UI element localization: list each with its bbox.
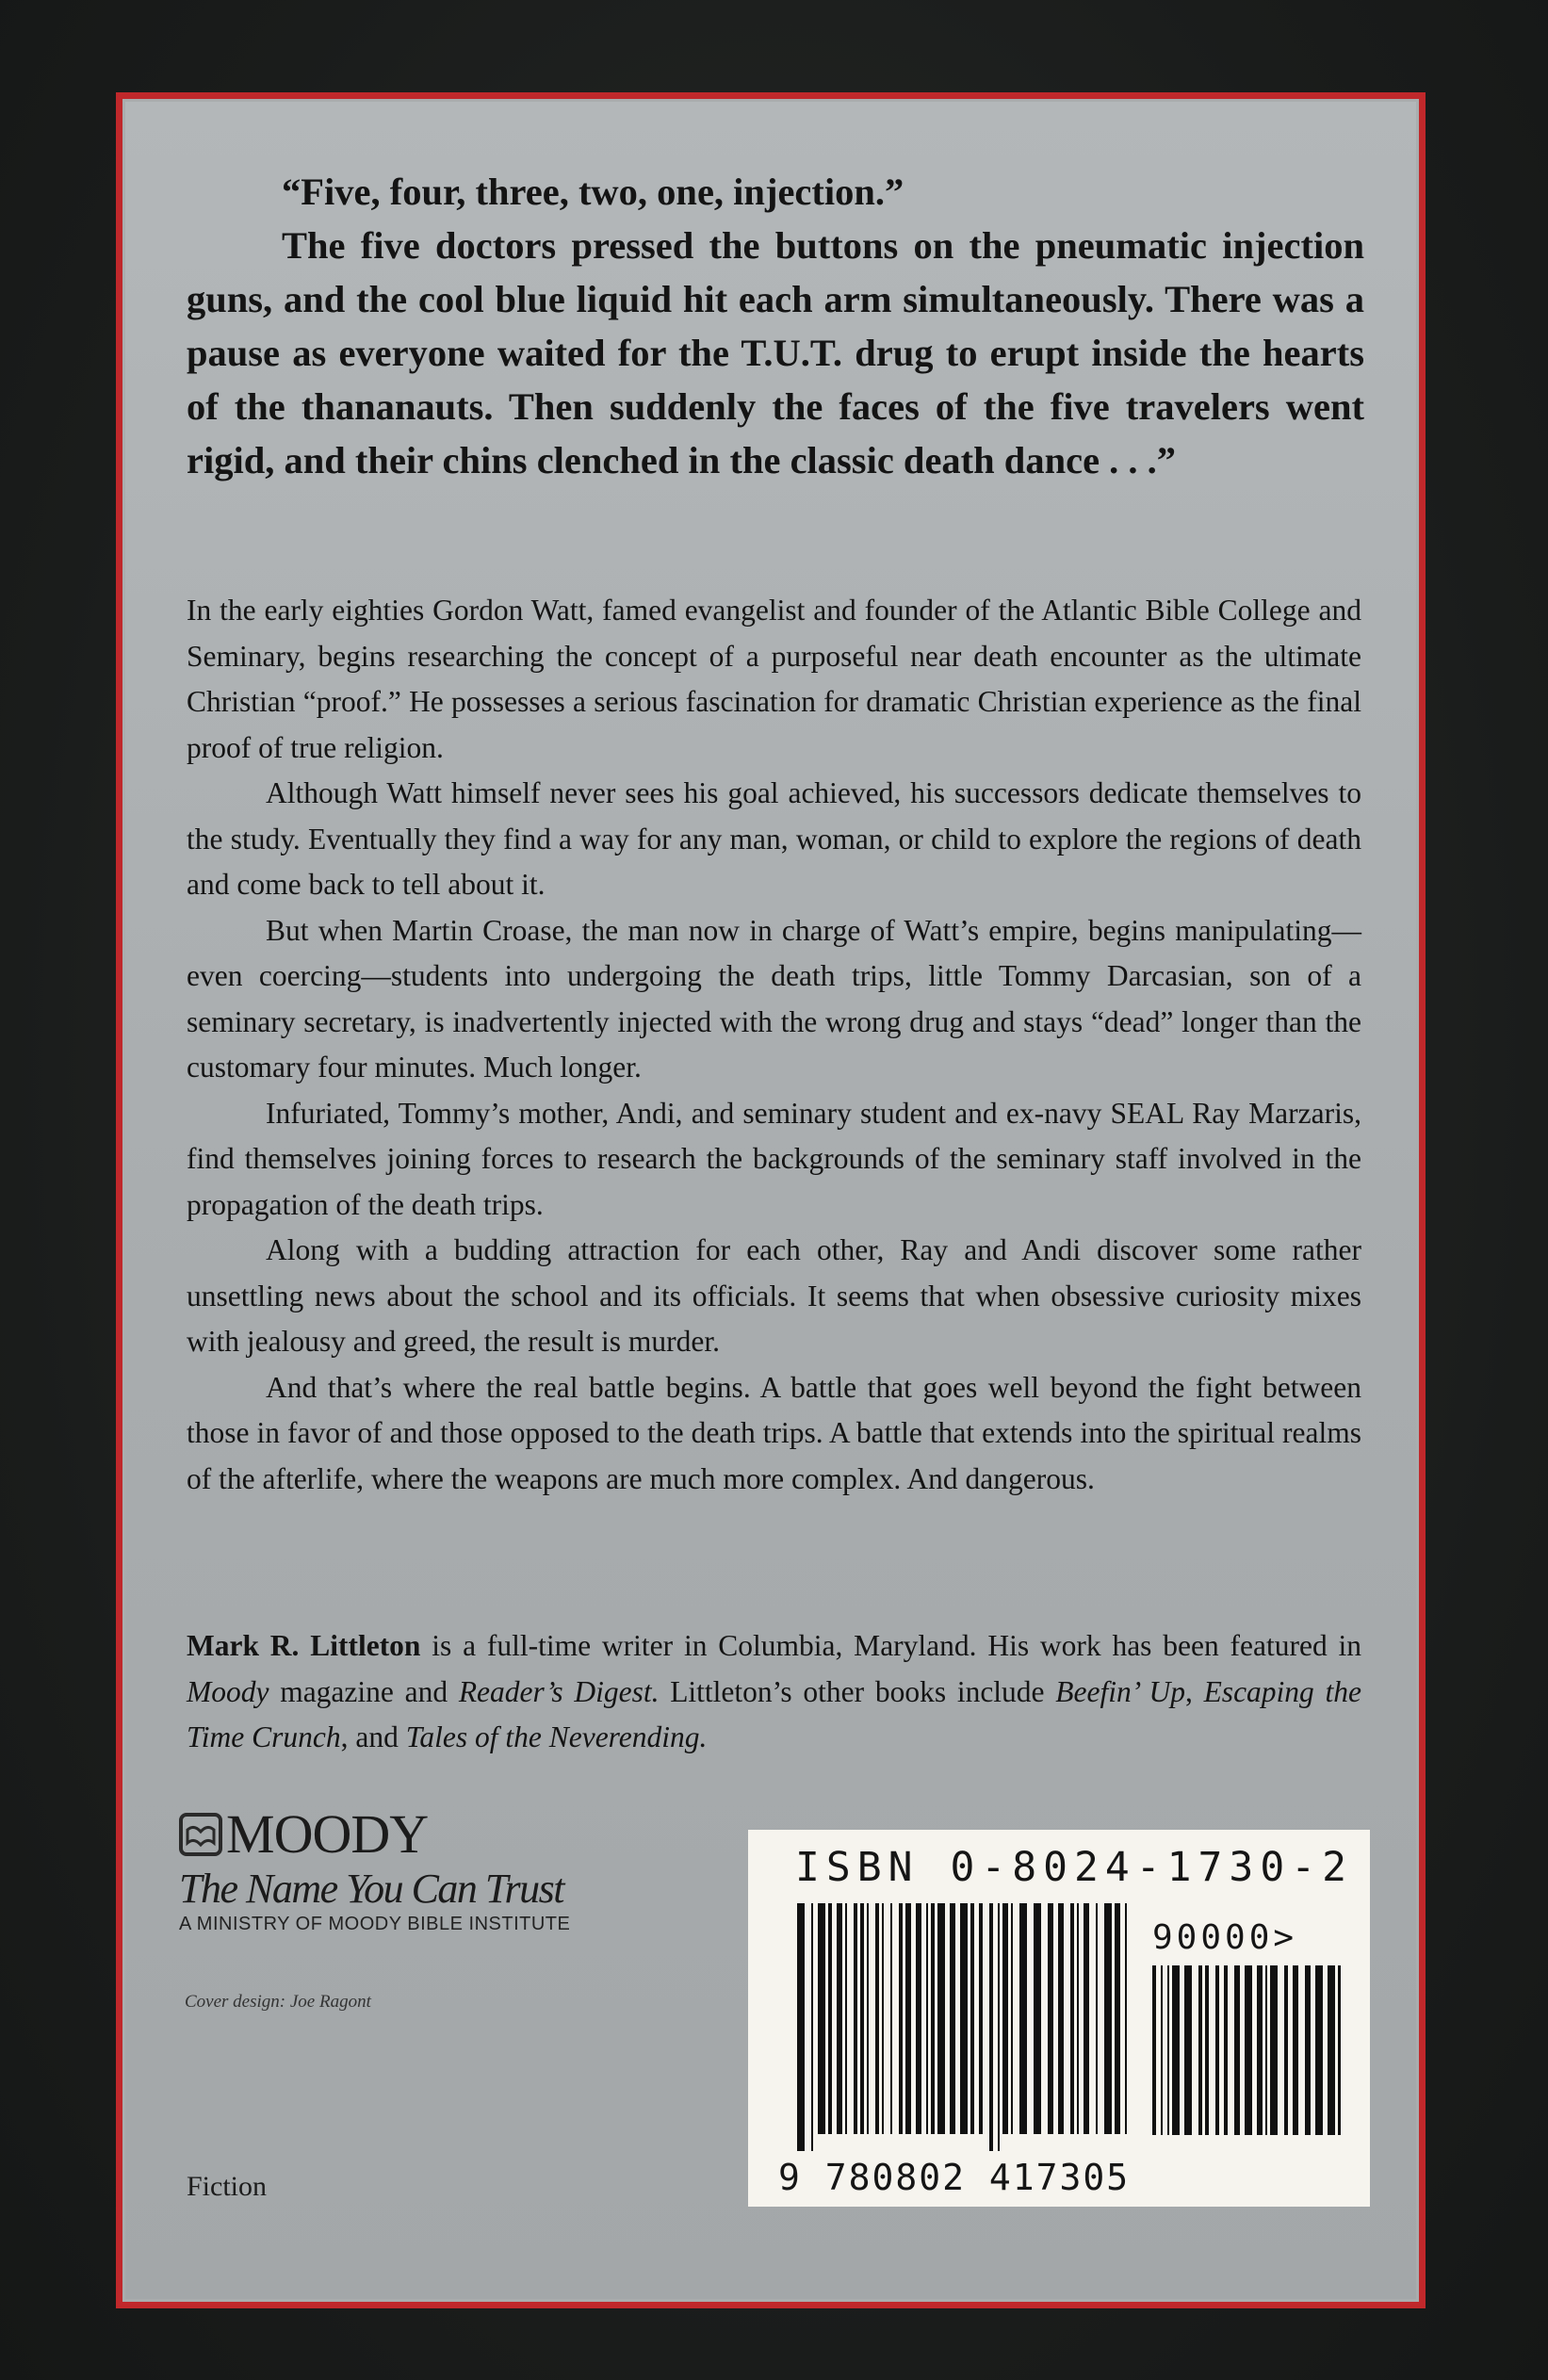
barcode-bar — [811, 1903, 813, 2151]
barcode-bar — [837, 1903, 842, 2134]
barcode-bar — [1125, 1903, 1127, 2134]
genre-label: Fiction — [187, 2171, 268, 2202]
barcode-bar — [828, 1903, 832, 2134]
cover-design-credit: Cover design: Joe Ragont — [185, 1992, 371, 2012]
barcode-bar — [1070, 1903, 1074, 2134]
book-title: Tales of the Neverending. — [405, 1720, 708, 1753]
publisher-logo-block — [179, 1803, 594, 1935]
barcode-bar — [979, 1903, 983, 2134]
barcode-bar — [1205, 1965, 1209, 2135]
book-title: Escaping the Time Crunch — [187, 1674, 1361, 1753]
barcode-bar — [854, 1903, 857, 2134]
synopsis — [187, 588, 1361, 1502]
barcode-bar — [1257, 1965, 1263, 2135]
barcode-bar — [1265, 1965, 1267, 2135]
barcode-bar — [882, 1903, 884, 2134]
bio-text: is a full-time writer in Columbia, Maryland. His work has been featured in — [420, 1629, 1361, 1662]
publisher-tagline: The Name You Can Trust — [179, 1866, 563, 1912]
synopsis-paragraph: Along with a budding attraction for each other, Ray and Andi discover some rather unsettling news about the school and its officials. It seems that when obsessive curiosity mixes with jealousy and greed, the result is murder. — [187, 1233, 1361, 1358]
barcode-bar — [926, 1903, 928, 2134]
barcode-bar — [1215, 1965, 1219, 2135]
bio-text: , — [1184, 1674, 1204, 1708]
barcode-bar — [931, 1903, 935, 2134]
synopsis-paragraph: Infuriated, Tommy’s mother, Andi, and seminary student and ex-navy SEAL Ray Marzaris, find themselves joining forces to research the backgrounds of the seminary staff involved in the propagation of the death trips. — [187, 1096, 1361, 1221]
barcode-bar — [1084, 1903, 1089, 2134]
excerpt-paragraph: The five doctors pressed the buttons on the pneumatic injection guns, and the cool blue liquid hit each arm simultaneously. There was a pause as everyone waited for the T.U.T. drug to erupt inside the hearts of the thananauts. Then suddenly the faces of the five travelers went rigid, and their chins clenched in the classic death dance . . .” — [187, 224, 1364, 481]
barcode-bar — [1058, 1903, 1064, 2134]
barcode-bar — [1048, 1903, 1053, 2134]
book-title: Beefin’ Up — [1055, 1674, 1185, 1708]
barcode-bar — [1011, 1903, 1013, 2134]
publisher-ministry: A MINISTRY OF MOODY BIBLE INSTITUTE — [179, 1914, 571, 1934]
barcode-bar — [998, 1903, 1000, 2151]
barcode-bar — [1293, 1965, 1298, 2135]
publisher-name: MOODY — [226, 1803, 429, 1865]
barcode-bar — [1002, 1903, 1008, 2134]
barcode-bar — [1234, 1965, 1240, 2135]
barcode-bar — [1161, 1965, 1163, 2135]
barcode-bar — [1224, 1965, 1228, 2135]
barcode-bar — [1096, 1903, 1098, 2134]
barcode-bar — [1245, 1965, 1252, 2135]
excerpt-blurb — [187, 165, 1364, 487]
barcode-bar — [845, 1903, 847, 2134]
barcode-bar — [1198, 1965, 1202, 2135]
excerpt-line-1: “Five, four, three, two, one, injection.” — [282, 171, 904, 213]
synopsis-paragraph: But when Martin Croase, the man now in charge of Watt’s empire, begins manipulating—even coercing—students into undergoing the death trips, little Tommy Darcasian, son of a seminary secretary, is inadvertently injected with the wrong drug and stays “dead” longer than the customary four minutes. Much longer. — [187, 913, 1361, 1084]
barcode-bar — [937, 1903, 945, 2134]
barcode-bar — [1328, 1965, 1335, 2135]
bio-text: Littleton’s other books include — [659, 1674, 1056, 1708]
magazine-title: Moody — [187, 1674, 269, 1708]
barcode-bar — [1338, 1965, 1341, 2135]
bio-text: , and — [340, 1720, 406, 1753]
barcode-bar — [1115, 1903, 1120, 2134]
barcode-bar — [989, 1903, 993, 2151]
author-name: Mark R. Littleton — [187, 1629, 421, 1662]
price-addon-barcode — [1152, 1965, 1341, 2144]
synopsis-paragraph: And that’s where the real battle begins. A battle that goes well beyond the fight between those in favor of and those opposed to the death trips. A battle that extends into the spiritual realms of the afterlife, where the weapons are much more complex. And dangerous. — [187, 1370, 1361, 1495]
barcode-bar — [1184, 1965, 1192, 2135]
ean-barcode — [797, 1903, 1127, 2158]
ean-digits: 9 780802 417305 — [778, 2157, 1131, 2198]
author-bio — [187, 1623, 1361, 1761]
barcode-bar — [1305, 1965, 1311, 2135]
barcode-bar — [1104, 1903, 1112, 2134]
synopsis-paragraph: In the early eighties Gordon Watt, famed evangelist and founder of the Atlantic Bible College and Seminary, begins researching the concept of a purposeful near death encounter as the ultimate Christian “proof.” He possesses a serious fascination for dramatic Christian experience as the final proof of true religion. — [187, 594, 1361, 764]
barcode-bar — [890, 1903, 892, 2134]
barcode-bar — [1077, 1903, 1079, 2134]
synopsis-paragraph: Although Watt himself never sees his goal achieved, his successors dedicate themselves to the study. Eventually they find a way for any man, woman, or child to explore the regions of death and come back to tell about it. — [187, 776, 1361, 901]
barcode-bar — [916, 1903, 921, 2134]
barcode-bar — [875, 1903, 879, 2134]
open-book-icon — [179, 1813, 222, 1856]
isbn-number: ISBN 0-8024-1730-2 — [795, 1844, 1353, 1891]
barcode-bar — [905, 1903, 911, 2134]
barcode-bar — [1152, 1965, 1156, 2135]
barcode-bar — [1167, 1965, 1169, 2135]
barcode-bar — [860, 1903, 864, 2134]
barcode-bar — [950, 1903, 955, 2134]
barcode-bar — [867, 1903, 869, 2134]
barcode-bar — [797, 1903, 805, 2151]
barcode-bar — [1172, 1965, 1180, 2135]
barcode-bar — [960, 1903, 968, 2134]
barcode-bar — [1019, 1903, 1027, 2134]
barcode-bar — [1270, 1965, 1278, 2135]
barcode-bar — [1034, 1903, 1041, 2134]
magazine-title: Reader’s Digest. — [458, 1674, 660, 1708]
barcode-bar — [899, 1903, 903, 2134]
price-code: 90000> — [1152, 1918, 1298, 1957]
barcode-bar — [1284, 1965, 1288, 2135]
barcode-bar — [1315, 1965, 1323, 2135]
barcode-bar — [818, 1903, 825, 2134]
bio-text: magazine and — [269, 1674, 459, 1708]
barcode-bar — [970, 1903, 974, 2134]
